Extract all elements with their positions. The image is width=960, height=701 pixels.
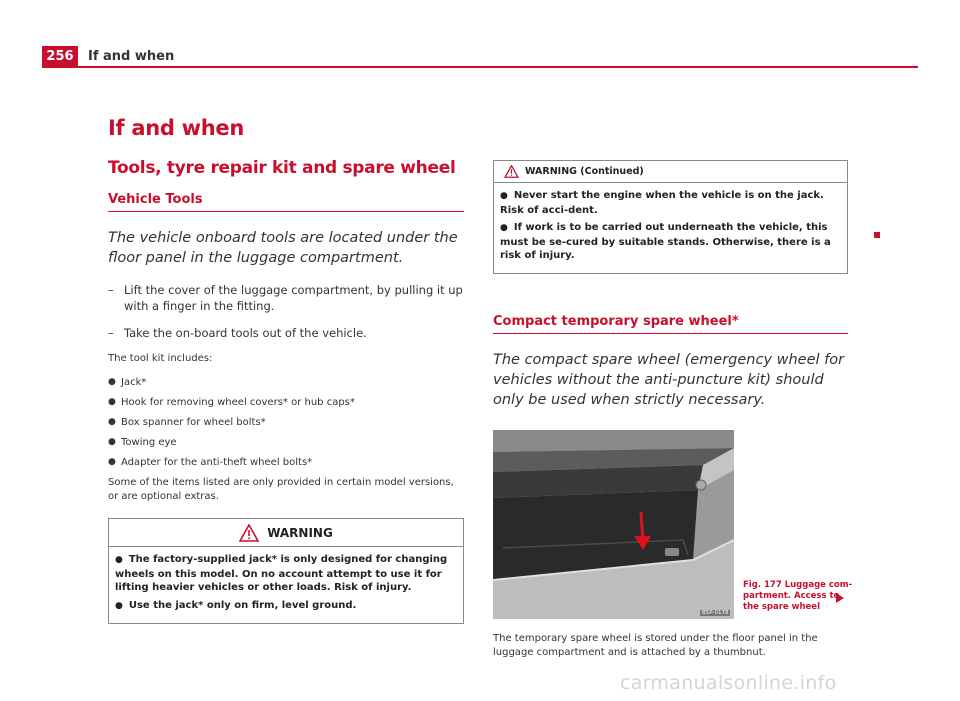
list-item: – Lift the cover of the luggage compartment, by pulling it up with a finger in the fitting. bbox=[108, 283, 463, 313]
warning-item-text: Use the jack* only on firm, level ground. bbox=[128, 599, 357, 611]
list-item: – Take the on-board tools out of the vehicle. bbox=[108, 326, 367, 340]
step-text: Take the on-board tools out of the vehicle. bbox=[124, 326, 367, 340]
warning-box bbox=[108, 518, 464, 624]
kit-item-text: Adapter for the anti-theft wheel bolts* bbox=[121, 457, 313, 468]
running-head: If and when bbox=[88, 49, 175, 64]
warning-header bbox=[494, 161, 847, 183]
warning-item-text: The factory-supplied jack* is only designed for changing wheels on this model. On no account attempt to use it for lifting heavier vehicles or other loads. Risk of injury. bbox=[115, 554, 448, 593]
warning-item: ● If work is to be carried out underneath the vehicle, this must be se-cured by suitable stands. Otherwise, there is a risk of injury. bbox=[500, 222, 831, 261]
page-number: 256 bbox=[42, 46, 78, 67]
warning-title: WARNING bbox=[267, 525, 333, 540]
kit-item-text: Hook for removing wheel covers* or hub caps* bbox=[121, 397, 355, 408]
spare-wheel-body: The temporary spare wheel is stored under the floor panel in the luggage compartment and is attached by a thumbnut. bbox=[493, 632, 818, 658]
spare-wheel-heading: Compact temporary spare wheel* bbox=[493, 314, 848, 334]
warning-item: ● The factory-supplied jack* is only designed for changing wheels on this model. On no account attempt to use it for lifting heavier vehicles or other loads. Risk of injury. bbox=[115, 554, 448, 593]
figure bbox=[493, 430, 853, 620]
right-column bbox=[493, 160, 853, 660]
list-item: ● Towing eye bbox=[108, 437, 177, 448]
list-item: ● Hook for removing wheel covers* or hub caps* bbox=[108, 397, 355, 408]
figure-code: B5P-0178 bbox=[702, 609, 729, 616]
kit-note: Some of the items listed are only provided in certain model versions, or are optional extras. bbox=[108, 477, 454, 502]
warning-item: ● Use the jack* only on firm, level ground. bbox=[115, 599, 357, 611]
section-title: Tools, tyre repair kit and spare wheel bbox=[108, 158, 456, 178]
kit-item-text: Towing eye bbox=[121, 437, 177, 448]
figure-caption: Fig. 177 Luggage com-partment. Access to the spare wheel bbox=[743, 579, 853, 612]
warning-item-text: Never start the engine when the vehicle is on the jack. Risk of acci-dent. bbox=[500, 190, 824, 216]
left-column bbox=[108, 116, 464, 624]
warning-item-text: If work is to be carried out underneath the vehicle, this must be se-cured by suitable stands. Otherwise, there is a risk of injury. bbox=[500, 222, 831, 261]
vehicle-tools-heading: Vehicle Tools bbox=[108, 192, 464, 212]
spare-wheel-intro: The compact spare wheel (emergency wheel for vehicles without the anti-puncture kit) should only be used when strictly necessary. bbox=[493, 351, 845, 408]
header-rule bbox=[42, 66, 918, 68]
luggage-compartment-image bbox=[493, 430, 734, 619]
page-title: If and when bbox=[108, 116, 244, 140]
watermark: carmanualsonline.info bbox=[620, 672, 837, 694]
warning-continued-box bbox=[493, 160, 848, 274]
luggage-illustration bbox=[493, 430, 734, 619]
step-list bbox=[108, 282, 464, 341]
continue-arrow-icon bbox=[836, 593, 844, 603]
warning-body bbox=[109, 547, 463, 623]
warning-triangle-icon bbox=[504, 165, 519, 178]
list-item: ● Adapter for the anti-theft wheel bolts* bbox=[108, 457, 313, 468]
list-item: ● Box spanner for wheel bolts* bbox=[108, 417, 266, 428]
warning-body bbox=[494, 183, 847, 273]
kit-intro: The tool kit includes: bbox=[108, 353, 213, 364]
kit-item-text: Jack* bbox=[121, 377, 147, 388]
vehicle-tools-intro: The vehicle onboard tools are located under the floor panel in the luggage compartment. bbox=[108, 230, 458, 266]
warning-triangle-icon bbox=[239, 524, 259, 542]
step-text: Lift the cover of the luggage compartment, by pulling it up with a finger in the fitting. bbox=[124, 283, 463, 313]
kit-item-text: Box spanner for wheel bolts* bbox=[121, 417, 266, 428]
kit-list bbox=[108, 376, 464, 469]
warning-header bbox=[109, 519, 463, 547]
list-item: ● Jack* bbox=[108, 377, 147, 388]
section-end-icon bbox=[874, 232, 880, 238]
warning-title: WARNING (Continued) bbox=[525, 166, 644, 177]
warning-item: ● Never start the engine when the vehicle is on the jack. Risk of acci-dent. bbox=[500, 190, 824, 216]
